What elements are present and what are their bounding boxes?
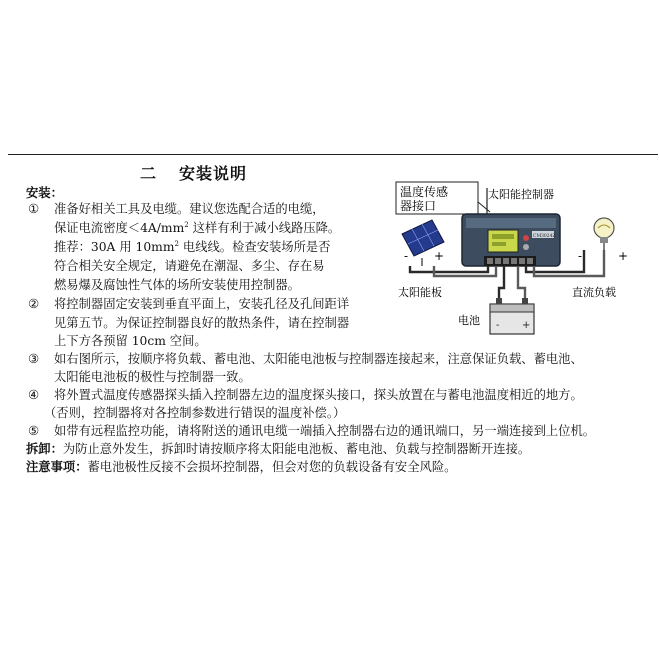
remove-heading: 拆卸： (26, 441, 63, 456)
superscript-2b: 2 (174, 239, 179, 248)
install-item-1-line-5: 燃易爆及腐蚀性气体的场所安装使用控制器。 (54, 278, 300, 292)
battery-wire-positive (518, 266, 525, 298)
remove-text: 为防止意外发生，拆卸时请按顺序将太阳能电池板、蓄电池、负载与控制器断开连接。 (62, 442, 531, 456)
install-item-3-line-2: 太阳能电池板的极性与控制器一致。 (54, 370, 251, 384)
svg-text:+: + (522, 320, 531, 331)
load-minus-sign: - (578, 249, 583, 263)
notice-text: 蓄电池极性反接不会损坏控制器，但会对您的负载设备有安全风险。 (87, 460, 457, 474)
install-item-3-line-1: ③ 如右图所示，按顺序将负载、蓄电池、太阳能电池板与控制器连接起来，注意保证负载、蓄电池、 (28, 352, 583, 366)
wiring-diagram (392, 176, 642, 346)
solar-plus-sign: + (434, 249, 445, 263)
notice-heading: 注意事项： (26, 459, 88, 474)
install-item-5-line-1: ⑤ 如带有远程监控功能，请将附送的通讯电缆一端插入控制器右边的通讯端口，另一端连接到上位机。 (28, 424, 596, 438)
section-number: 二 (140, 164, 158, 183)
top-divider-line (8, 154, 658, 155)
battery-label: 电池 (458, 314, 480, 327)
install-heading: 安装： (26, 185, 63, 200)
load-plus-sign: + (618, 249, 629, 263)
item-4-number: ④ (28, 388, 40, 402)
install-item-1-line-3: 推荐：30A 用 $10mm^2$ 电线线。检查安装场所是否 (54, 239, 331, 254)
install-item-2-line-3: 上下方各预留 10cm 空间。 (54, 334, 207, 348)
temp-sensor-label-line-2: 器接口 (400, 199, 437, 213)
install-item-1-line-1: ① 准备好相关工具及电缆。建议您选配合适的电缆， (28, 202, 325, 216)
controller-label: 太阳能控制器 (488, 188, 554, 201)
controller-lcd-screen (488, 230, 518, 252)
notice-line (26, 459, 456, 475)
load-bulb-icon (594, 218, 614, 250)
temp-sensor-label-line-1: 温度传感 (400, 185, 449, 199)
battery-icon (490, 298, 534, 334)
item-1-number: ① (28, 202, 40, 216)
install-item-2-line-1: ② 将控制器固定安装到垂直平面上，安装孔径及孔间距详 (28, 297, 350, 311)
controller-button-2 (523, 244, 529, 250)
item-3-number: ③ (28, 352, 40, 366)
battery-wire-negative (499, 266, 504, 298)
solar-controller (462, 214, 560, 266)
solar-minus-sign: - (404, 249, 409, 263)
superscript-2: 2 (184, 220, 189, 229)
install-item-4-line-2: （否则，控制器将对各控制参数进行错误的温度补偿。） (44, 406, 346, 420)
item-2-number: ② (28, 297, 40, 311)
install-item-1-line-4: 符合相关安全规定，请避免在潮湿、多尘、存在易 (54, 259, 325, 273)
remove-line (26, 441, 530, 457)
item-5-number: ⑤ (28, 424, 40, 438)
solar-wire-negative (410, 266, 488, 272)
install-item-4-line-1: ④ 将外置式温度传感器探头插入控制器左边的温度探头接口，探头放置在与蓄电池温度相近的地方。 (28, 388, 583, 402)
section-heading: 安装说明 (179, 164, 248, 183)
controller-button-1 (523, 235, 529, 241)
controller-model-text: CM3024Z (533, 234, 556, 239)
svg-text:-: - (496, 320, 500, 331)
install-item-1-line-2: 保证电流密度$<4A/mm^2$ 这样有利于减小线路压降。 (54, 220, 341, 235)
install-item-2-line-2: 见第五节。为保证控制器良好的散热条件，请在控制器 (54, 316, 350, 330)
dc-load-label: 直流负载 (572, 286, 616, 299)
section-title (140, 161, 247, 184)
solar-panel-label: 太阳能板 (398, 286, 442, 299)
